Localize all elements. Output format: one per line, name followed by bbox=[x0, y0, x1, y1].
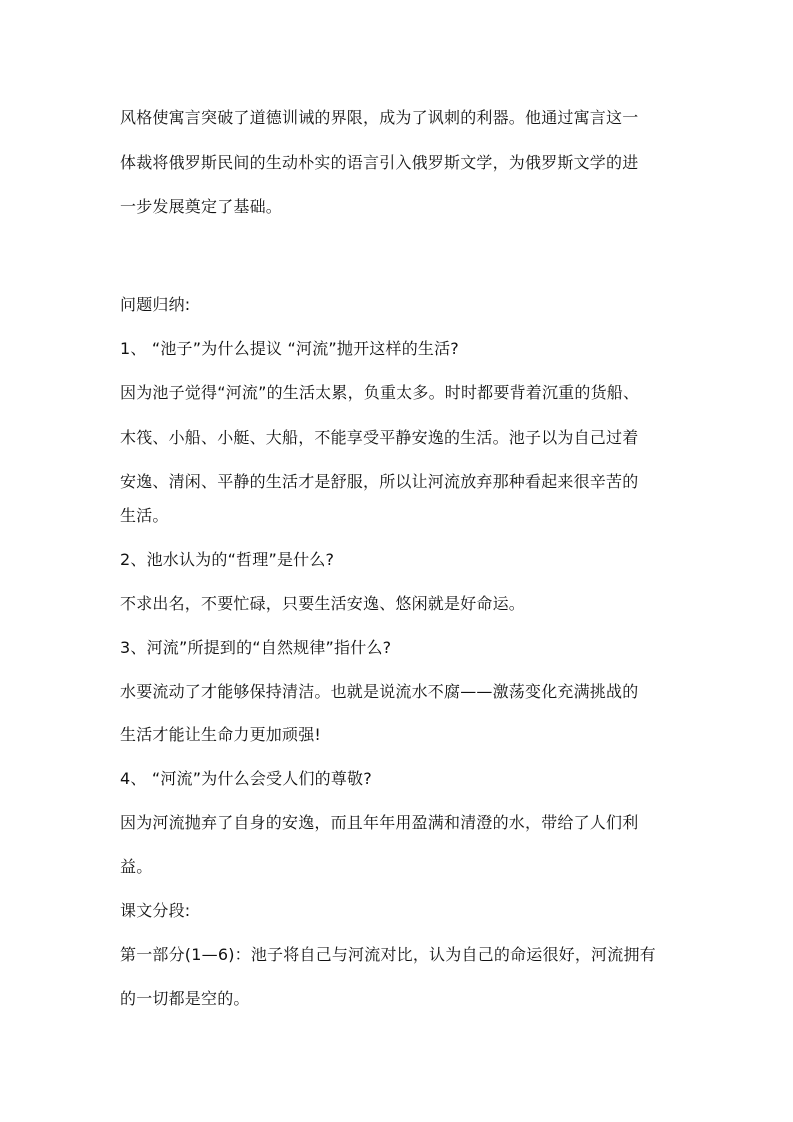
question-2: 2、池水认为的“哲理”是什么? bbox=[120, 550, 335, 569]
text-line: 风格使寓言突破了道德训诫的界限，成为了讽刺的利器。他通过寓言这一 bbox=[120, 108, 639, 127]
answer-line: 生活才能让生命力更加顽强! bbox=[120, 725, 322, 744]
paragraph-line: 的一切都是空的。 bbox=[120, 989, 250, 1008]
answer-line: 水要流动了才能够保持清洁。也就是说流水不腐——激荡变化充满挑战的 bbox=[120, 682, 639, 701]
answer-line: 不求出名，不要忙碌，只要生活安逸、悠闲就是好命运。 bbox=[120, 594, 526, 613]
question-3: 3、河流”所提到的“自然规律”指什么? bbox=[120, 638, 392, 657]
text-line: 体裁将俄罗斯民间的生动朴实的语言引入俄罗斯文学，为俄罗斯文学的进 bbox=[120, 153, 639, 172]
question-4: 4、 “河流”为什么会受人们的尊敬? bbox=[120, 769, 372, 788]
section-heading: 课文分段: bbox=[120, 901, 191, 920]
answer-line: 安逸、清闲、平静的生活才是舒服，所以让河流放弃那种看起来很辛苦的 bbox=[120, 472, 639, 491]
answer-line: 益。 bbox=[120, 857, 153, 876]
section-heading: 问题归纳: bbox=[120, 295, 191, 314]
question-1: 1、 “池子”为什么提议 “河流”抛开这样的生活? bbox=[120, 339, 460, 358]
paragraph-line: 第一部分(1—6)：池子将自己与河流对比，认为自己的命运很好，河流拥有 bbox=[120, 945, 656, 964]
answer-line: 生活。 bbox=[120, 506, 169, 525]
answer-line: 因为河流抛弃了自身的安逸，而且年年用盈满和清澄的水，带给了人们利 bbox=[120, 813, 639, 832]
answer-line: 木筏、小船、小艇、大船，不能享受平静安逸的生活。池子以为自己过着 bbox=[120, 428, 639, 447]
answer-line: 因为池子觉得“河流”的生活太累，负重太多。时时都要背着沉重的货船、 bbox=[120, 383, 640, 402]
text-line: 一步发展奠定了基础。 bbox=[120, 197, 283, 216]
